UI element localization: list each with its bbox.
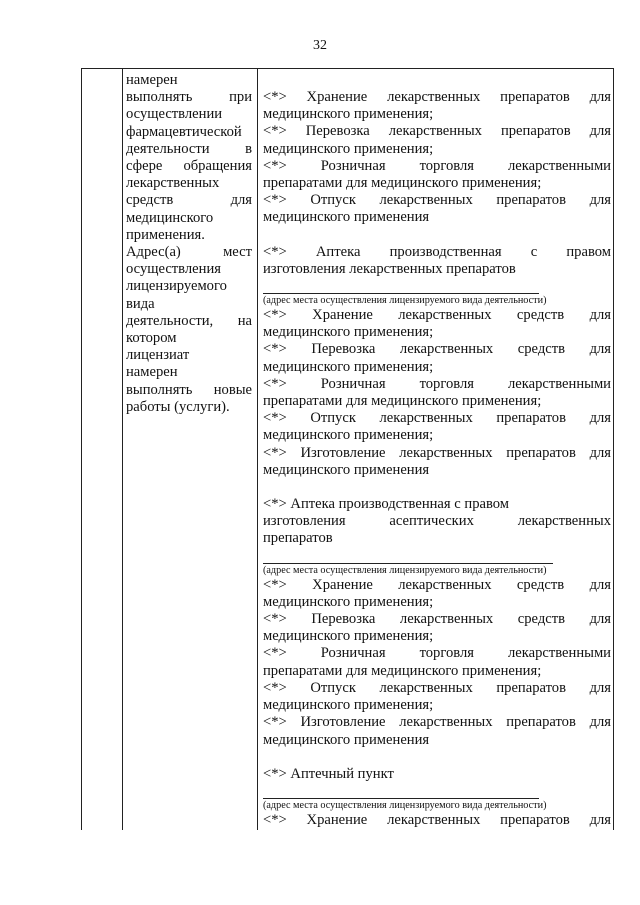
label-line: осуществлении bbox=[126, 106, 223, 123]
label-line: применения. bbox=[126, 226, 205, 243]
table-top-border bbox=[81, 68, 613, 69]
spacer bbox=[263, 749, 611, 766]
table-left-border bbox=[81, 68, 82, 830]
value-line: медицинского применения; bbox=[263, 106, 434, 123]
value-line: <*> Аптека производственная с правом bbox=[263, 243, 611, 260]
value-line: <*> Перевозка лекарственных средств для bbox=[263, 611, 611, 628]
label-line: Адрес(а) мест bbox=[126, 244, 252, 261]
value-line: изготовления асептических лекарственных bbox=[263, 513, 611, 530]
label-line: котором bbox=[126, 330, 177, 347]
label-line: средств для bbox=[126, 192, 252, 209]
label-line: медицинского bbox=[126, 209, 214, 226]
column-divider-2 bbox=[257, 68, 258, 830]
value-line: медицинского применения bbox=[263, 731, 430, 748]
spacer bbox=[263, 479, 611, 496]
value-line: <*> Аптечный пункт bbox=[263, 765, 394, 782]
value-line: <*> Хранение лекарственных средств для bbox=[263, 307, 611, 324]
value-line: <*> Аптека производственная с правом bbox=[263, 496, 510, 513]
address-underline bbox=[263, 278, 539, 294]
column-divider-1 bbox=[122, 68, 123, 830]
address-caption: (адрес места осуществления лицензируемого вида деятельности) bbox=[263, 295, 547, 307]
label-line: работы (услуги). bbox=[126, 398, 230, 415]
value-line: <*> Перевозка лекарственных средств для bbox=[263, 341, 611, 358]
value-line: <*> Розничная торговля лекарственными bbox=[263, 375, 611, 392]
value-line: изготовления лекарственных препаратов bbox=[263, 260, 516, 277]
page-number: 32 bbox=[313, 38, 327, 53]
value-line: <*> Перевозка лекарственных препаратов для bbox=[263, 123, 611, 140]
label-line: лицензируемого bbox=[126, 278, 227, 295]
value-line: препаратов bbox=[263, 530, 333, 547]
value-line: <*> Отпуск лекарственных препаратов для bbox=[263, 679, 611, 696]
label-line: деятельности в bbox=[126, 140, 252, 157]
field-value-cell bbox=[263, 72, 611, 829]
value-line: медицинского применения; bbox=[263, 140, 434, 157]
spacer bbox=[263, 72, 611, 89]
value-line: <*> Отпуск лекарственных препаратов для bbox=[263, 192, 611, 209]
value-line: медицинского применения; bbox=[263, 358, 434, 375]
value-line: <*> Розничная торговля лекарственными bbox=[263, 157, 611, 174]
value-line: медицинского применения; bbox=[263, 593, 434, 610]
value-line: медицинского применения; bbox=[263, 427, 434, 444]
address-underline bbox=[263, 783, 539, 799]
value-line: <*> Отпуск лекарственных препаратов для bbox=[263, 410, 611, 427]
value-line: медицинского применения bbox=[263, 461, 430, 478]
label-line: намерен bbox=[126, 364, 178, 381]
value-line: <*> Изготовление лекарственных препаратов для bbox=[263, 714, 611, 731]
value-line: медицинского применения bbox=[263, 209, 430, 226]
value-line: <*> Розничная торговля лекарственными bbox=[263, 645, 611, 662]
label-line: осуществления bbox=[126, 261, 221, 278]
table-right-border bbox=[613, 68, 614, 830]
label-line: лекарственных bbox=[126, 175, 220, 192]
label-line: деятельности, на bbox=[126, 312, 252, 329]
value-line: <*> Изготовление лекарственных препаратов для bbox=[263, 444, 611, 461]
value-line: медицинского применения; bbox=[263, 628, 434, 645]
spacer bbox=[263, 227, 611, 244]
value-line: препаратами для медицинского применения; bbox=[263, 662, 542, 679]
label-line: лицензиат bbox=[126, 347, 190, 364]
value-line: препаратами для медицинского применения; bbox=[263, 175, 542, 192]
value-line: <*> Хранение лекарственных средств для bbox=[263, 576, 611, 593]
label-line: сфере обращения bbox=[126, 158, 252, 175]
label-line: намерен bbox=[126, 72, 178, 88]
value-line: <*> Хранение лекарственных препаратов для bbox=[263, 811, 611, 828]
value-line: медицинского применения; bbox=[263, 697, 434, 714]
value-line: медицинского применения; bbox=[263, 324, 434, 341]
address-caption: (адрес места осуществления лицензируемого вида деятельности) bbox=[263, 799, 547, 811]
label-line: фармацевтической bbox=[126, 123, 242, 140]
address-underline bbox=[263, 548, 553, 564]
address-caption: (адрес места осуществления лицензируемого вида деятельности) bbox=[263, 564, 547, 576]
value-line: <*> Хранение лекарственных препаратов для bbox=[263, 89, 611, 105]
label-line: выполнять при bbox=[126, 89, 252, 106]
field-label-cell bbox=[126, 72, 252, 416]
label-line: выполнять новые bbox=[126, 381, 252, 398]
label-line: вида bbox=[126, 295, 155, 312]
value-line: препаратами для медицинского применения; bbox=[263, 393, 542, 410]
